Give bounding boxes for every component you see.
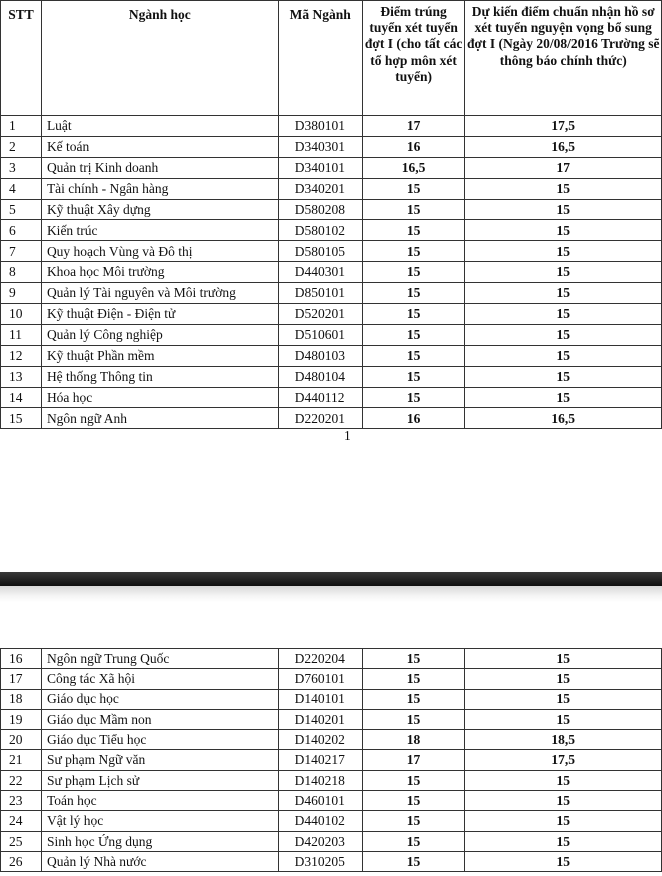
row-stt: 9 [1,283,42,304]
table-row [1,770,662,790]
header-major: Ngành học [41,1,278,116]
row-stt: 3 [1,157,42,178]
row-admission-score: 15 [362,262,465,283]
table-row [1,324,662,345]
row-supplementary-score: 15 [465,304,662,325]
row-major-code: D380101 [278,116,362,137]
row-stt: 19 [1,709,42,729]
table-row [1,730,662,750]
row-major-name: Kế toán [41,136,278,157]
row-stt: 15 [1,408,42,429]
row-admission-score: 15 [362,199,465,220]
row-supplementary-score: 15 [465,811,662,831]
row-major-name: Kỹ thuật Điện - Điện tử [41,304,278,325]
row-major-code: D310205 [278,851,362,871]
row-supplementary-score: 17,5 [465,750,662,770]
table-row [1,304,662,325]
row-major-code: D340101 [278,157,362,178]
table-row [1,220,662,241]
row-supplementary-score: 15 [465,178,662,199]
row-major-code: D420203 [278,831,362,851]
row-stt: 7 [1,241,42,262]
row-major-code: D140217 [278,750,362,770]
row-supplementary-score: 15 [465,689,662,709]
row-supplementary-score: 15 [465,709,662,729]
row-stt: 1 [1,116,42,137]
table-row [1,157,662,178]
table-row [1,811,662,831]
row-supplementary-score: 15 [465,262,662,283]
row-major-code: D440112 [278,387,362,408]
row-major-name: Ngôn ngữ Trung Quốc [41,649,278,669]
row-stt: 20 [1,730,42,750]
row-major-code: D580102 [278,220,362,241]
table-row [1,649,662,669]
row-admission-score: 15 [362,689,465,709]
row-admission-score: 15 [362,851,465,871]
row-major-name: Quy hoạch Vùng và Đô thị [41,241,278,262]
row-major-code: D220201 [278,408,362,429]
row-stt: 21 [1,750,42,770]
row-admission-score: 15 [362,366,465,387]
table-row [1,241,662,262]
row-major-code: D220204 [278,649,362,669]
row-supplementary-score: 15 [465,345,662,366]
header-stt: STT [1,1,42,116]
row-stt: 12 [1,345,42,366]
row-supplementary-score: 16,5 [465,136,662,157]
table-row [1,831,662,851]
row-major-code: D580208 [278,199,362,220]
table-row [1,136,662,157]
row-major-name: Tài chính - Ngân hàng [41,178,278,199]
row-admission-score: 15 [362,669,465,689]
row-admission-score: 15 [362,831,465,851]
row-major-code: D480104 [278,366,362,387]
row-stt: 24 [1,811,42,831]
row-admission-score: 15 [362,345,465,366]
row-admission-score: 17 [362,750,465,770]
row-admission-score: 15 [362,178,465,199]
row-major-code: D760101 [278,669,362,689]
row-major-code: D520201 [278,304,362,325]
row-supplementary-score: 15 [465,366,662,387]
row-admission-score: 15 [362,770,465,790]
row-supplementary-score: 15 [465,791,662,811]
row-supplementary-score: 15 [465,241,662,262]
admission-scores-table-page2 [0,648,662,872]
page-number: 1 [344,428,351,443]
row-major-name: Quản lý Tài nguyên và Môi trường [41,283,278,304]
page-break-bar [0,572,662,586]
row-stt: 18 [1,689,42,709]
table-row [1,851,662,871]
row-supplementary-score: 15 [465,283,662,304]
table-row [1,116,662,137]
table-row [1,709,662,729]
row-major-name: Sư phạm Lịch sử [41,770,278,790]
table-row [1,262,662,283]
row-supplementary-score: 16,5 [465,408,662,429]
row-major-name: Giáo dục Tiểu học [41,730,278,750]
row-admission-score: 15 [362,283,465,304]
row-supplementary-score: 15 [465,831,662,851]
row-supplementary-score: 18,5 [465,730,662,750]
row-admission-score: 15 [362,791,465,811]
row-major-name: Giáo dục Mầm non [41,709,278,729]
row-major-code: D440301 [278,262,362,283]
scan-shadow [0,586,662,602]
header-code: Mã Ngành [278,1,362,116]
row-admission-score: 15 [362,811,465,831]
row-major-name: Sinh học Ứng dụng [41,831,278,851]
header-admission-score: Điểm trúng tuyển xét tuyển đợt I (cho tất các tổ hợp môn xét tuyển) [362,1,465,116]
table-row [1,408,662,429]
row-major-code: D510601 [278,324,362,345]
row-admission-score: 15 [362,241,465,262]
row-stt: 8 [1,262,42,283]
table-row [1,387,662,408]
row-admission-score: 15 [362,304,465,325]
row-admission-score: 15 [362,220,465,241]
row-major-name: Luật [41,116,278,137]
row-major-code: D140101 [278,689,362,709]
row-admission-score: 15 [362,324,465,345]
row-stt: 22 [1,770,42,790]
row-major-name: Vật lý học [41,811,278,831]
row-admission-score: 16,5 [362,157,465,178]
row-stt: 14 [1,387,42,408]
row-supplementary-score: 15 [465,649,662,669]
row-major-name: Khoa học Môi trường [41,262,278,283]
row-major-code: D340301 [278,136,362,157]
row-supplementary-score: 15 [465,851,662,871]
row-stt: 23 [1,791,42,811]
header-supplementary-score: Dự kiến điểm chuẩn nhận hồ sơ xét tuyển nguyện vọng bổ sung đợt I (Ngày 20/08/2016 Trường sẽ thông báo chính thức) [465,1,662,116]
row-supplementary-score: 15 [465,669,662,689]
row-stt: 13 [1,366,42,387]
row-major-name: Kỹ thuật Xây dựng [41,199,278,220]
row-admission-score: 15 [362,709,465,729]
header-row [1,1,662,116]
table-row [1,791,662,811]
row-major-code: D580105 [278,241,362,262]
table-row [1,366,662,387]
row-stt: 17 [1,669,42,689]
row-supplementary-score: 17 [465,157,662,178]
row-stt: 11 [1,324,42,345]
row-admission-score: 15 [362,387,465,408]
row-major-name: Quản lý Nhà nước [41,851,278,871]
row-admission-score: 17 [362,116,465,137]
row-supplementary-score: 15 [465,770,662,790]
row-major-name: Ngôn ngữ Anh [41,408,278,429]
row-major-code: D850101 [278,283,362,304]
row-stt: 2 [1,136,42,157]
table-row [1,689,662,709]
row-admission-score: 18 [362,730,465,750]
table-body-page2 [1,649,662,872]
row-supplementary-score: 15 [465,220,662,241]
row-major-name: Quản trị Kinh doanh [41,157,278,178]
row-admission-score: 16 [362,136,465,157]
row-major-name: Công tác Xã hội [41,669,278,689]
row-supplementary-score: 15 [465,324,662,345]
row-major-code: D140202 [278,730,362,750]
table-row [1,178,662,199]
row-stt: 5 [1,199,42,220]
row-stt: 10 [1,304,42,325]
row-major-code: D440102 [278,811,362,831]
admission-scores-table-page1 [0,0,662,429]
row-stt: 6 [1,220,42,241]
row-admission-score: 15 [362,649,465,669]
row-major-name: Toán học [41,791,278,811]
table-row [1,345,662,366]
row-major-name: Giáo dục học [41,689,278,709]
row-major-name: Kỹ thuật Phần mềm [41,345,278,366]
row-stt: 16 [1,649,42,669]
row-stt: 25 [1,831,42,851]
row-stt: 4 [1,178,42,199]
table-row [1,750,662,770]
row-major-code: D460101 [278,791,362,811]
row-stt: 26 [1,851,42,871]
row-major-name: Quản lý Công nghiệp [41,324,278,345]
row-major-code: D140201 [278,709,362,729]
table-row [1,283,662,304]
row-major-code: D140218 [278,770,362,790]
table-row [1,669,662,689]
table-body-page1 [1,116,662,429]
row-supplementary-score: 15 [465,387,662,408]
table-row [1,199,662,220]
row-major-name: Sư phạm Ngữ văn [41,750,278,770]
row-major-name: Hệ thống Thông tin [41,366,278,387]
row-major-code: D480103 [278,345,362,366]
row-major-name: Hóa học [41,387,278,408]
row-major-name: Kiến trúc [41,220,278,241]
row-supplementary-score: 15 [465,199,662,220]
row-supplementary-score: 17,5 [465,116,662,137]
row-admission-score: 16 [362,408,465,429]
row-major-code: D340201 [278,178,362,199]
